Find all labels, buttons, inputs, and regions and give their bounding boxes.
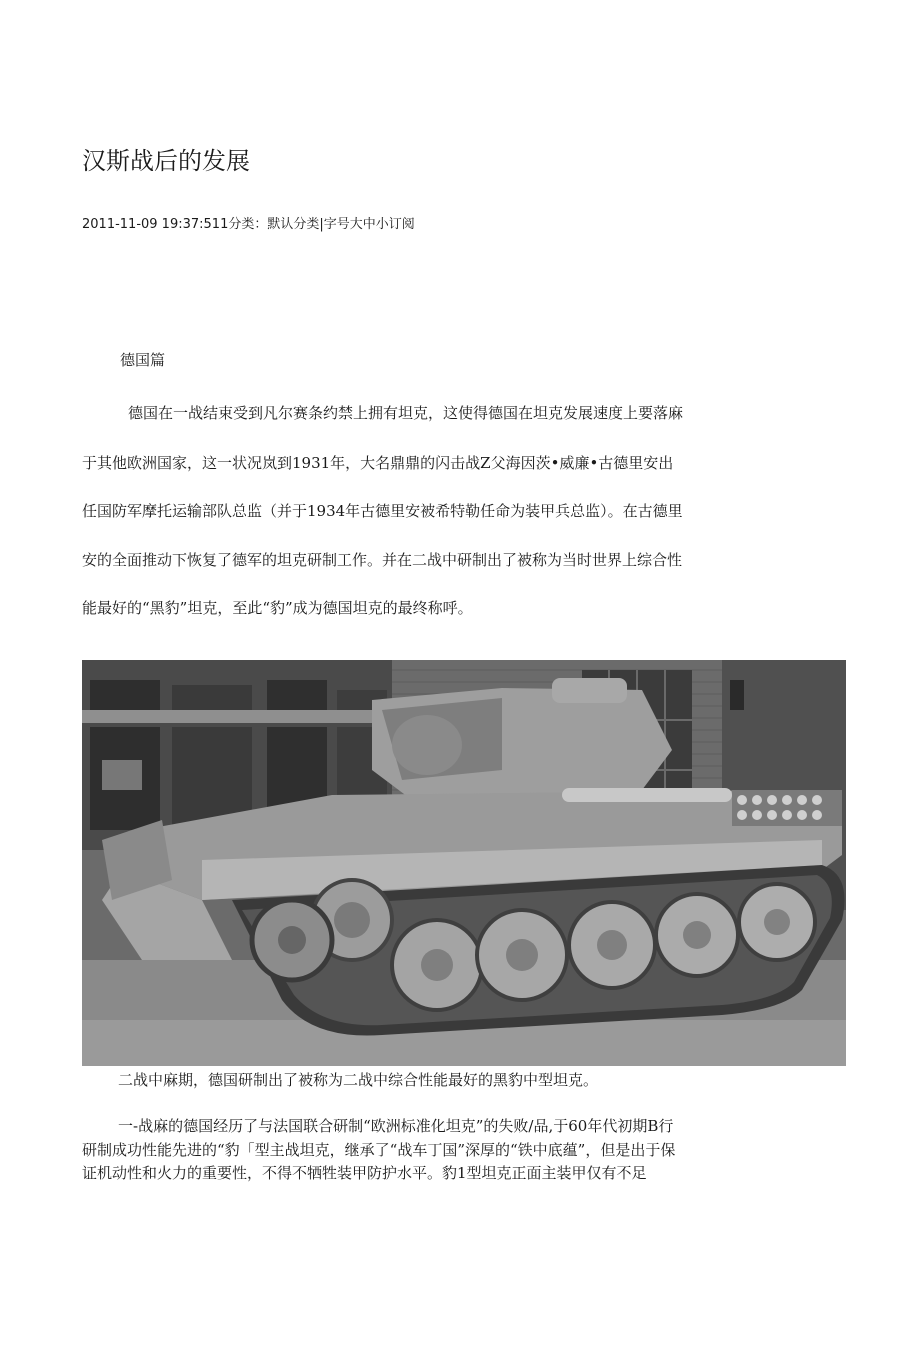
paragraph-line: 任国防军摩托运输部队总监（并于1934年古德里安被希特勒任命为装甲兵总监）。在古德里 [82,502,683,520]
paragraph-line: 安的全面推动下恢复了德军的坦克研制工作。并在二战中研制出了被称为当时世界上综合性 [82,551,683,569]
figure-caption: 二战中麻期，德国研制出了被称为二战中综合性能最好的黑豹中型坦克。 [118,1071,599,1089]
paragraph-line: 证机动性和火力的重要性，不得不牺牲装甲防护水平。豹1型坦克正面主装甲仅有不足 [82,1164,647,1182]
paragraph-line: 研制成功性能先进的“豹「型主战坦克，继承了“战车丁国”深厚的“铁中底蕴”，但是出于保 [82,1141,676,1159]
article-meta: 2011-11-09 19:37:511分类：默认分类|字号大中小订阅 [82,217,415,232]
paragraph-line: 一-战麻的德国经历了与法国联合研制“欧洲标准化坦克”的失败/品,于60年代初期B行 [118,1117,674,1135]
paragraph-line: 于其他欧洲国家，这一状况岚到1931年，大名鼎鼎的闪击战Z父海因茨•威廉•古德里安出 [82,454,674,472]
paragraph-line: 德国在一战结束受到凡尔赛条约禁上拥有坦克，这使得德国在坦克发展速度上要落麻 [128,404,684,422]
article-title: 汉斯战后的发展 [82,147,250,175]
tank-photo [82,660,846,1066]
section-heading: 德国篇 [120,351,166,369]
paragraph-line: 能最好的“黑豹”坦克，至此“豹”成为德国坦克的最终称呼。 [82,599,473,617]
